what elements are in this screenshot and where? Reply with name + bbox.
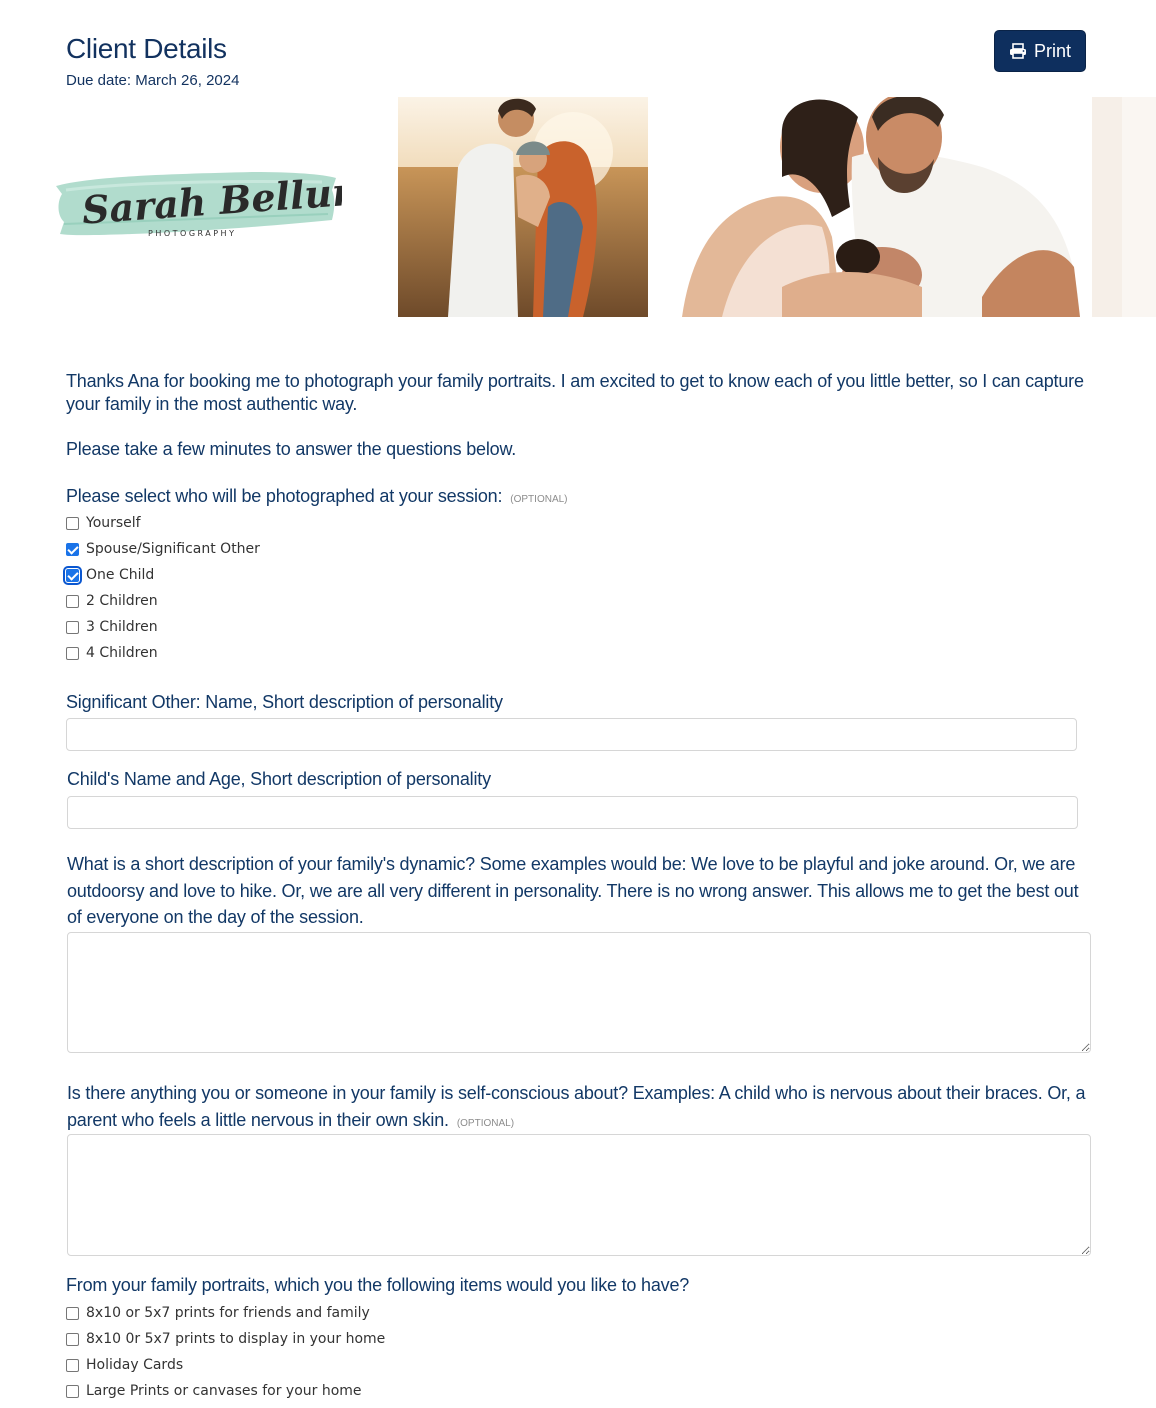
- checkbox-yourself[interactable]: [66, 512, 141, 534]
- printer-icon: [1009, 43, 1027, 59]
- checkbox-3-children[interactable]: [66, 616, 158, 638]
- self-conscious-textarea[interactable]: [67, 1134, 1091, 1256]
- intro-thanks: Thanks Ana for booking me to photograph your family portraits. I am excited to get to know each of you little better, so I can capture your family in the most authentic way.: [66, 371, 1084, 414]
- checkbox-label: 4 Children: [86, 645, 158, 661]
- checkbox-label: Large Prints or canvases for your home: [86, 1383, 362, 1399]
- checkbox-label: 2 Children: [86, 593, 158, 609]
- checkbox[interactable]: [66, 1333, 79, 1346]
- checkbox[interactable]: [66, 595, 79, 608]
- checkbox-label: Holiday Cards: [86, 1357, 184, 1373]
- child-input[interactable]: [67, 796, 1078, 829]
- sig-other-input[interactable]: [66, 718, 1077, 751]
- sig-other-label: Significant Other: Name, Short description of personality: [66, 692, 503, 712]
- print-label: Print: [1033, 40, 1071, 61]
- optional-badge: (OPTIONAL): [456, 1117, 515, 1129]
- checkbox-label: 8x10 0r 5x7 prints to display in your home: [86, 1331, 386, 1347]
- child-label: Child's Name and Age, Short description of personality: [67, 769, 491, 789]
- checkbox-label: 8x10 or 5x7 prints for friends and family: [86, 1305, 370, 1321]
- self-conscious-textarea-wrap: [67, 1134, 1091, 1256]
- checkbox-label: 3 Children: [86, 619, 158, 635]
- print-button[interactable]: [994, 30, 1086, 72]
- checkbox-checked[interactable]: [66, 543, 79, 556]
- checkbox[interactable]: [66, 1307, 79, 1320]
- svg-text:Sarah Bellum: Sarah Bellum: [80, 167, 342, 233]
- checkbox[interactable]: [66, 621, 79, 634]
- optional-badge: (OPTIONAL): [510, 494, 568, 505]
- items-question-label: From your family portraits, which you the following items would you like to have?: [66, 1275, 690, 1295]
- checkbox-4-children[interactable]: [66, 642, 158, 664]
- checkbox[interactable]: [66, 1359, 79, 1372]
- checkbox-one-child[interactable]: [66, 564, 154, 586]
- svg-text:PHOTOGRAPHY: PHOTOGRAPHY: [148, 229, 237, 238]
- checkbox-prints-friends[interactable]: [66, 1302, 370, 1324]
- self-conscious-question: [67, 1080, 1092, 1137]
- checkbox-prints-home[interactable]: [66, 1328, 385, 1350]
- couple-baby-photo: [682, 97, 1156, 317]
- checkbox-label: Spouse/Significant Other: [86, 541, 260, 557]
- dynamic-textarea-wrap: [67, 932, 1091, 1053]
- family-field-photo: [398, 97, 648, 317]
- checkbox[interactable]: [66, 1385, 79, 1398]
- checkbox-2-children[interactable]: [66, 590, 158, 612]
- checkbox-holiday-cards[interactable]: [66, 1354, 183, 1376]
- checkbox-label: Yourself: [86, 515, 141, 531]
- studio-logo: [52, 160, 342, 250]
- dynamic-textarea[interactable]: [67, 932, 1091, 1053]
- self-conscious-label: Is there anything you or someone in your family is self-conscious about? Examples: A child who is nervous about their braces. Or, a parent who feels a little nervous in their own skin.: [67, 1083, 1086, 1130]
- dynamic-label: What is a short description of your family's dynamic? Some examples would be: We love to be playful and joke around. Or, we are outdoorsy and love to hike. Or, we are all very different in personality. There is no wrong answer. This allows me to get the best out of everyone on the day of the session.: [67, 854, 1079, 927]
- intro-instructions: Please take a few minutes to answer the questions below.: [66, 439, 517, 459]
- checkbox[interactable]: [66, 517, 79, 530]
- checkbox-label: One Child: [86, 567, 155, 583]
- checkbox-spouse[interactable]: [66, 538, 260, 560]
- checkbox[interactable]: [66, 647, 79, 660]
- people-question: [66, 485, 568, 511]
- due-date: Due date: March 26, 2024: [66, 72, 240, 89]
- page-title: Client Details: [66, 33, 227, 64]
- people-question-label: Please select who will be photographed at your session:: [66, 486, 503, 506]
- checkbox-large-prints[interactable]: [66, 1380, 362, 1402]
- checkbox-checked-focused[interactable]: [66, 569, 79, 582]
